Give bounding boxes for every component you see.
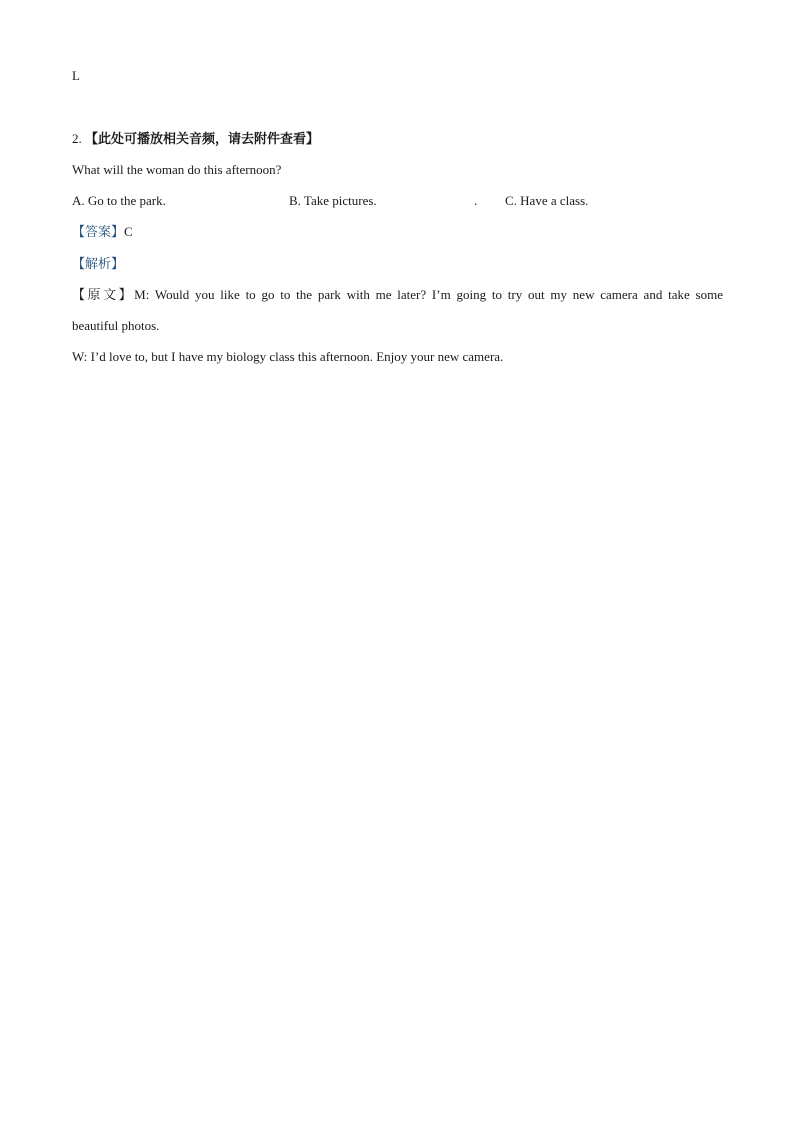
question-heading: [72, 131, 319, 148]
transcript-line-3: W: I’d love to, but I have my biology class this afternoon. Enjoy your new camera.: [72, 349, 504, 364]
transcript-text-1: M: Would you like to go to the park with me later? I’m going to try out my new camera and take some: [134, 287, 723, 302]
option-separator: .: [474, 193, 478, 208]
analysis-line: [72, 256, 124, 273]
option-a: A. Go to the park.: [72, 193, 166, 208]
answer-label: 【答案】: [72, 225, 125, 240]
option-b: B. Take pictures.: [289, 193, 377, 208]
transcript-line-1: [72, 287, 723, 304]
answer-line: [72, 224, 133, 241]
analysis-label: 【解析】: [72, 257, 125, 272]
question-text: What will the woman do this afternoon?: [72, 162, 282, 177]
answer-value: C: [124, 224, 133, 239]
option-c: C. Have a class.: [505, 193, 589, 208]
transcript-line-2: beautiful photos.: [72, 318, 160, 333]
transcript-label: 【原文】: [72, 288, 135, 303]
audio-note: 【此处可播放相关音频，请去附件查看】: [85, 132, 320, 147]
question-number: 2.: [72, 131, 82, 146]
header-fragment: L: [72, 68, 80, 83]
